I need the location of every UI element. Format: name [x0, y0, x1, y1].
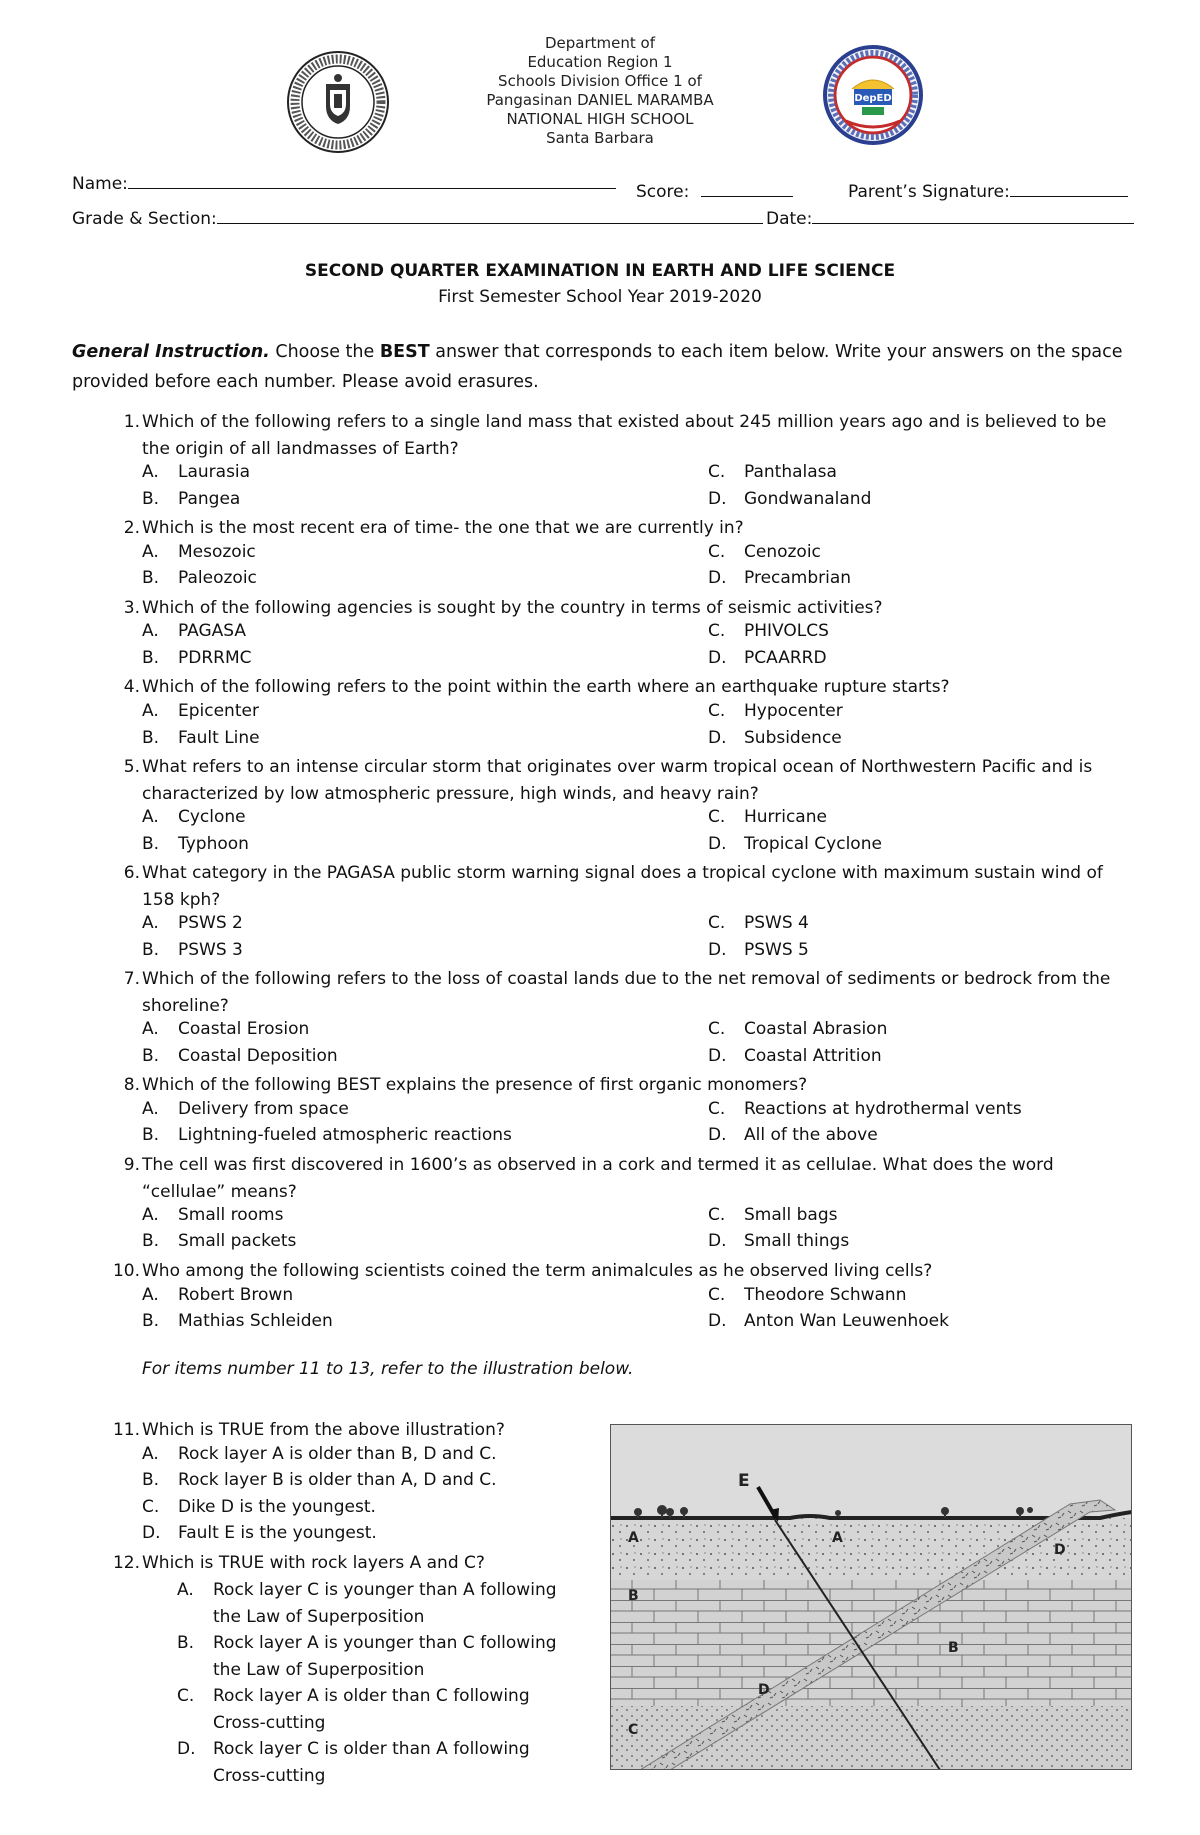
option-text: PSWS 5	[744, 940, 809, 960]
option-text: Mathias Schleiden	[178, 1311, 333, 1331]
question-text: Which of the following refers to a single land mass that existed about 245 million years ago and is believed to be the origin of all landmasses of Earth?	[142, 412, 1107, 459]
option[interactable]	[142, 1205, 283, 1225]
option-text: Subsidence	[744, 728, 842, 748]
option[interactable]	[142, 913, 243, 933]
header-line: NATIONAL HIGH SCHOOL	[506, 110, 694, 128]
option-letter: C.	[708, 701, 726, 721]
option-letter: B.	[142, 1470, 160, 1490]
option-letter: C.	[708, 621, 726, 641]
school-seal-icon	[822, 43, 924, 147]
option-letter: B.	[142, 834, 160, 854]
exam-subtitle: First Semester School Year 2019-2020	[438, 287, 762, 307]
option-text: PSWS 3	[178, 940, 243, 960]
option[interactable]	[142, 1046, 338, 1066]
option-letter: A.	[142, 1444, 159, 1464]
option[interactable]	[142, 728, 260, 748]
option-letter: D.	[708, 489, 727, 509]
question-text: Which is TRUE from the above illustration?	[142, 1420, 505, 1440]
question-text: Which is TRUE with rock layers A and C?	[142, 1553, 485, 1573]
diagram-label-a2: A	[832, 1530, 843, 1546]
option-text-cont: Cross-cutting	[213, 1765, 326, 1786]
option-text: Lightning-fueled atmospheric reactions	[178, 1125, 512, 1145]
option-letter: D.	[708, 1311, 727, 1331]
option[interactable]	[142, 1099, 349, 1119]
question-number: 5.	[123, 757, 140, 777]
option[interactable]	[142, 940, 243, 960]
option[interactable]	[708, 701, 843, 721]
option-letter: A.	[177, 1580, 194, 1600]
date-label: Date:	[766, 209, 813, 229]
option-text: Rock layer C is younger than A following	[213, 1580, 557, 1600]
option-text: PSWS 4	[744, 913, 809, 933]
option-letter: C.	[708, 1205, 726, 1225]
option[interactable]	[142, 807, 246, 827]
option-text-cont: the Law of Superposition	[213, 1659, 425, 1680]
option-letter: B.	[142, 568, 160, 588]
option-text: Rock layer A is younger than C following	[213, 1633, 557, 1653]
option-letter: C.	[708, 462, 726, 482]
option[interactable]	[142, 648, 252, 668]
diagram-label-d2: D	[758, 1682, 770, 1698]
option-text: Laurasia	[178, 462, 251, 482]
instruction-best: BEST	[379, 342, 430, 362]
option-text: Reactions at hydrothermal vents	[744, 1099, 1022, 1119]
question-text: Which is the most recent era of time- the one that we are currently in?	[142, 518, 744, 538]
option[interactable]	[142, 489, 240, 509]
question-number: 6.	[123, 863, 140, 883]
question-number: 8.	[123, 1075, 140, 1095]
rock-layers-diagram	[610, 1424, 1132, 1770]
option-text: Coastal Deposition	[178, 1046, 338, 1066]
grade-section-line[interactable]	[217, 207, 763, 224]
option[interactable]	[142, 542, 256, 562]
diagram-label-b2: B	[948, 1640, 959, 1656]
option-letter: B.	[142, 728, 160, 748]
option-letter: C.	[708, 542, 726, 562]
option[interactable]	[708, 568, 851, 588]
parent-signature-field[interactable]	[848, 180, 1128, 202]
option[interactable]	[142, 1470, 497, 1490]
option-letter: D.	[708, 1231, 727, 1251]
option[interactable]	[142, 834, 249, 854]
option-letter: C.	[177, 1686, 195, 1706]
option-letter: D.	[708, 568, 727, 588]
option[interactable]	[142, 1523, 377, 1543]
option-letter: A.	[142, 621, 159, 641]
option-letter: D.	[142, 1523, 161, 1543]
option[interactable]	[708, 1046, 882, 1066]
header-line: Department of	[545, 34, 655, 52]
score-line[interactable]	[701, 180, 793, 197]
option-text: Coastal Abrasion	[744, 1019, 888, 1039]
option-letter: A.	[142, 1285, 159, 1305]
question-text: Who among the following scientists coined the term animalcules as he observed living cells?	[142, 1261, 933, 1281]
option-letter: D.	[708, 1046, 727, 1066]
option[interactable]	[142, 1497, 376, 1517]
option-letter: C.	[708, 1285, 726, 1305]
header-line: Education Region 1	[527, 53, 673, 71]
question-text: Which of the following BEST explains the presence of first organic monomers?	[142, 1075, 808, 1095]
option-letter: B.	[142, 1311, 160, 1331]
option-text: Cenozoic	[744, 542, 821, 562]
option-letter: B.	[177, 1633, 195, 1653]
question-number: 12.	[112, 1553, 140, 1573]
parent-signature-line[interactable]	[1010, 180, 1128, 197]
question-number: 9.	[123, 1155, 140, 1175]
option-text: Small packets	[178, 1231, 297, 1251]
option-text-cont: Cross-cutting	[213, 1712, 326, 1733]
instruction-text-1: Choose the	[269, 342, 380, 362]
option-text: Fault E is the youngest.	[178, 1523, 377, 1543]
option[interactable]	[177, 1630, 557, 1683]
option-text: All of the above	[744, 1125, 878, 1145]
question-item	[104, 595, 1134, 622]
question-item	[104, 754, 1134, 807]
option[interactable]	[708, 462, 837, 482]
option[interactable]	[142, 568, 257, 588]
option[interactable]	[708, 1311, 949, 1331]
score-label: Score:	[636, 182, 690, 202]
option[interactable]	[708, 1205, 837, 1225]
option-text: Fault Line	[178, 728, 260, 748]
question-text: Which of the following refers to the point within the earth where an earthquake rupture starts?	[142, 677, 950, 697]
option-letter: D.	[708, 728, 727, 748]
diagram-label-b1: B	[628, 1588, 639, 1604]
option[interactable]	[708, 1019, 887, 1039]
question-text: What category in the PAGASA public storm warning signal does a tropical cyclone with maximum sustain wind of 158 kph?	[142, 863, 1103, 910]
option-letter: D.	[708, 648, 727, 668]
header-line: Schools Division Office 1 of	[498, 72, 702, 90]
option[interactable]	[708, 1285, 906, 1305]
option-text: Hurricane	[744, 807, 827, 827]
option-text: Anton Wan Leuwenhoek	[744, 1311, 949, 1331]
instruction-lead: General Instruction.	[72, 342, 270, 362]
option-letter: C.	[708, 913, 726, 933]
option[interactable]	[142, 1125, 512, 1145]
question-number: 1.	[123, 412, 140, 432]
option-text: PSWS 2	[178, 913, 243, 933]
option-letter: C.	[708, 1099, 726, 1119]
option-letter: D.	[708, 1125, 727, 1145]
option-text: Mesozoic	[178, 542, 256, 562]
option-letter: A.	[142, 542, 159, 562]
option-text: PHIVOLCS	[744, 621, 829, 641]
option-text: PCAARRD	[744, 648, 827, 668]
question-number: 7.	[123, 969, 140, 989]
question-item	[104, 1550, 584, 1577]
parent-signature-label: Parent’s Signature:	[848, 182, 1010, 202]
option-letter: B.	[142, 1125, 160, 1145]
option-letter: C.	[142, 1497, 160, 1517]
option[interactable]	[142, 1311, 333, 1331]
option-letter: B.	[142, 648, 160, 668]
general-instruction	[72, 337, 1132, 397]
name-line[interactable]	[128, 172, 616, 189]
option-letter: B.	[142, 489, 160, 509]
option-text: Typhoon	[178, 834, 249, 854]
option-text: Small things	[744, 1231, 850, 1251]
question-item	[104, 515, 1134, 542]
option-text: Rock layer C is older than A following	[213, 1739, 530, 1759]
option[interactable]	[708, 728, 842, 748]
option-letter: A.	[142, 1099, 159, 1119]
option-text: Precambrian	[744, 568, 852, 588]
option-text: Hypocenter	[744, 701, 843, 721]
option[interactable]	[708, 621, 829, 641]
option[interactable]	[142, 1231, 296, 1251]
question-text: The cell was first discovered in 1600’s as observed in a cork and termed it as cellulae. What does the word “cellulae” means?	[142, 1155, 1054, 1202]
header-line: Santa Barbara	[546, 129, 654, 147]
option-text: Theodore Schwann	[744, 1285, 907, 1305]
option[interactable]	[142, 1444, 497, 1464]
date-field[interactable]	[766, 207, 1134, 229]
question-item	[104, 674, 1134, 701]
option-letter: D.	[177, 1739, 196, 1759]
illustration-note: For items number 11 to 13, refer to the illustration below.	[142, 1359, 634, 1379]
option-letter: A.	[142, 1019, 159, 1039]
diagram-label-e: E	[738, 1471, 750, 1491]
option-text: Rock layer B is older than A, D and C.	[178, 1470, 497, 1490]
option-letter: D.	[708, 834, 727, 854]
option-text: Rock layer A is older than C following	[213, 1686, 530, 1706]
question-text: Which of the following refers to the loss of coastal lands due to the net removal of sediments or bedrock from the shoreline?	[142, 969, 1111, 1016]
option-text: Small rooms	[178, 1205, 284, 1225]
option-text: Paleozoic	[178, 568, 257, 588]
option-text: Small bags	[744, 1205, 838, 1225]
question-item	[104, 1152, 1134, 1205]
option-text: PAGASA	[178, 621, 247, 641]
option[interactable]	[708, 1125, 878, 1145]
question-number: 2.	[123, 518, 140, 538]
question-item	[104, 1072, 1134, 1099]
option-text: Pangea	[178, 489, 241, 509]
grade-section-label: Grade & Section:	[72, 209, 217, 229]
option[interactable]	[708, 913, 809, 933]
deped-seal-icon	[286, 50, 390, 154]
option-letter: A.	[142, 1205, 159, 1225]
option-letter: A.	[142, 701, 159, 721]
option-text: Rock layer A is older than B, D and C.	[178, 1444, 497, 1464]
option-text: Epicenter	[178, 701, 259, 721]
option[interactable]	[142, 621, 246, 641]
option-text: Cyclone	[178, 807, 246, 827]
question-number: 11.	[112, 1420, 140, 1440]
option-letter: C.	[708, 1019, 726, 1039]
option-letter: A.	[142, 807, 159, 827]
question-item	[104, 1417, 584, 1444]
question-text: Which of the following agencies is sought by the country in terms of seismic activities?	[142, 598, 883, 618]
option[interactable]	[708, 834, 882, 854]
school-header	[430, 34, 770, 148]
option[interactable]	[177, 1577, 557, 1630]
option-text: Panthalasa	[744, 462, 837, 482]
option[interactable]	[708, 489, 871, 509]
option-text: Gondwanaland	[744, 489, 872, 509]
question-item	[104, 860, 1134, 913]
question-item	[104, 409, 1134, 462]
option[interactable]	[708, 648, 827, 668]
date-line[interactable]	[812, 207, 1134, 224]
name-field[interactable]	[72, 172, 616, 194]
question-item	[104, 1258, 1134, 1285]
question-text: What refers to an intense circular storm that originates over warm tropical ocean of Northwestern Pacific and is characterized by low atmospheric pressure, high winds, and heavy rain?	[142, 757, 1093, 804]
option[interactable]	[142, 701, 259, 721]
option-text: Coastal Erosion	[178, 1019, 310, 1039]
option[interactable]	[142, 462, 250, 482]
option-text: Robert Brown	[178, 1285, 294, 1305]
option-text: Tropical Cyclone	[744, 834, 882, 854]
option-letter: C.	[708, 807, 726, 827]
option-letter: B.	[142, 1231, 160, 1251]
instruction-text-2: answer that corresponds to each item below. Write your answers on the space provided before each number. Please avoid erasures.	[72, 342, 1123, 392]
school-seal-badge: DepED	[854, 93, 892, 104]
exam-title: SECOND QUARTER EXAMINATION IN EARTH AND LIFE SCIENCE	[304, 261, 896, 281]
option[interactable]	[708, 542, 821, 562]
option-text: PDRRMC	[178, 648, 252, 668]
name-label: Name:	[72, 174, 128, 194]
option[interactable]	[708, 1231, 849, 1251]
question-item	[104, 966, 1134, 1019]
option[interactable]	[708, 1099, 1022, 1119]
option-letter: A.	[142, 913, 159, 933]
option-letter: B.	[142, 1046, 160, 1066]
option[interactable]	[177, 1683, 530, 1736]
question-number: 10.	[112, 1261, 140, 1281]
option[interactable]	[142, 1285, 293, 1305]
option-text-cont: the Law of Superposition	[213, 1606, 425, 1627]
diagram-label-a1: A	[628, 1530, 639, 1546]
score-field[interactable]	[636, 180, 793, 202]
diagram-label-c: C	[628, 1722, 639, 1738]
option[interactable]	[177, 1736, 530, 1789]
diagram-label-d1: D	[1054, 1542, 1066, 1558]
option-text: Dike D is the youngest.	[178, 1497, 376, 1517]
header-line: Pangasinan DANIEL MARAMBA	[486, 91, 714, 109]
option-letter: A.	[142, 462, 159, 482]
option-text: Coastal Attrition	[744, 1046, 882, 1066]
option[interactable]	[708, 807, 827, 827]
option-text: Delivery from space	[178, 1099, 349, 1119]
grade-section-field[interactable]	[72, 207, 763, 229]
question-number: 4.	[123, 677, 140, 697]
option-letter: D.	[708, 940, 727, 960]
option[interactable]	[708, 940, 809, 960]
question-number: 3.	[123, 598, 140, 618]
option-letter: B.	[142, 940, 160, 960]
option[interactable]	[142, 1019, 309, 1039]
